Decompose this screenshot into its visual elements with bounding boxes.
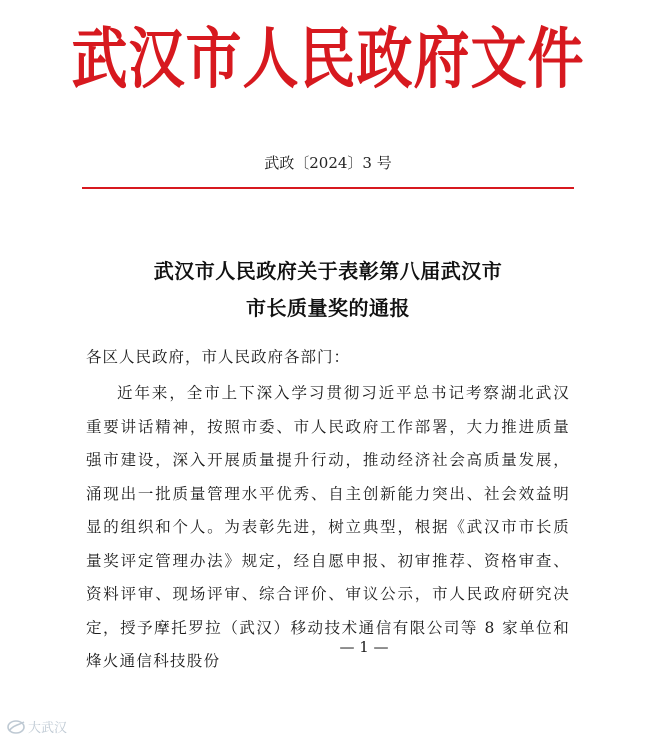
- body-paragraph: 近年来，全市上下深入学习贯彻习近平总书记考察湖北武汉重要讲话精神，按照市委、市人民政府工作部署，大力推进质量强市建设，深入开展质量提升行动，推动经济社会高质量发展，涌现出一批质量管理水平优秀、自主创新能力突出、社会效益明显的组织和个人。为表彰先进，树立典型，根据《武汉市市长质量奖评定管理办法》规定，经自愿申报、初审推荐、资格审查、资料评审、现场评审、综合评价、审议公示，市人民政府研究决定，授予摩托罗拉（武汉）移动技术通信有限公司等 8 家单位和烽火通信科技股份: [86, 384, 570, 670]
- document-masthead: 武汉市人民政府文件: [71, 19, 585, 98]
- document-number: 武政〔2024〕3 号: [264, 154, 392, 172]
- addressee-line: 各区人民政府，市人民政府各部门：: [86, 348, 351, 366]
- page-number: — 1 —: [339, 638, 389, 656]
- document-title-line-1: 武汉市人民政府关于表彰第八届武汉市: [153, 259, 503, 283]
- watermark-logo-icon: [6, 719, 26, 735]
- watermark-text: 大武汉: [28, 721, 68, 736]
- watermark: [6, 717, 67, 736]
- red-separator-rule: [82, 187, 574, 189]
- document-title-line-2: 市长质量奖的通报: [246, 296, 410, 320]
